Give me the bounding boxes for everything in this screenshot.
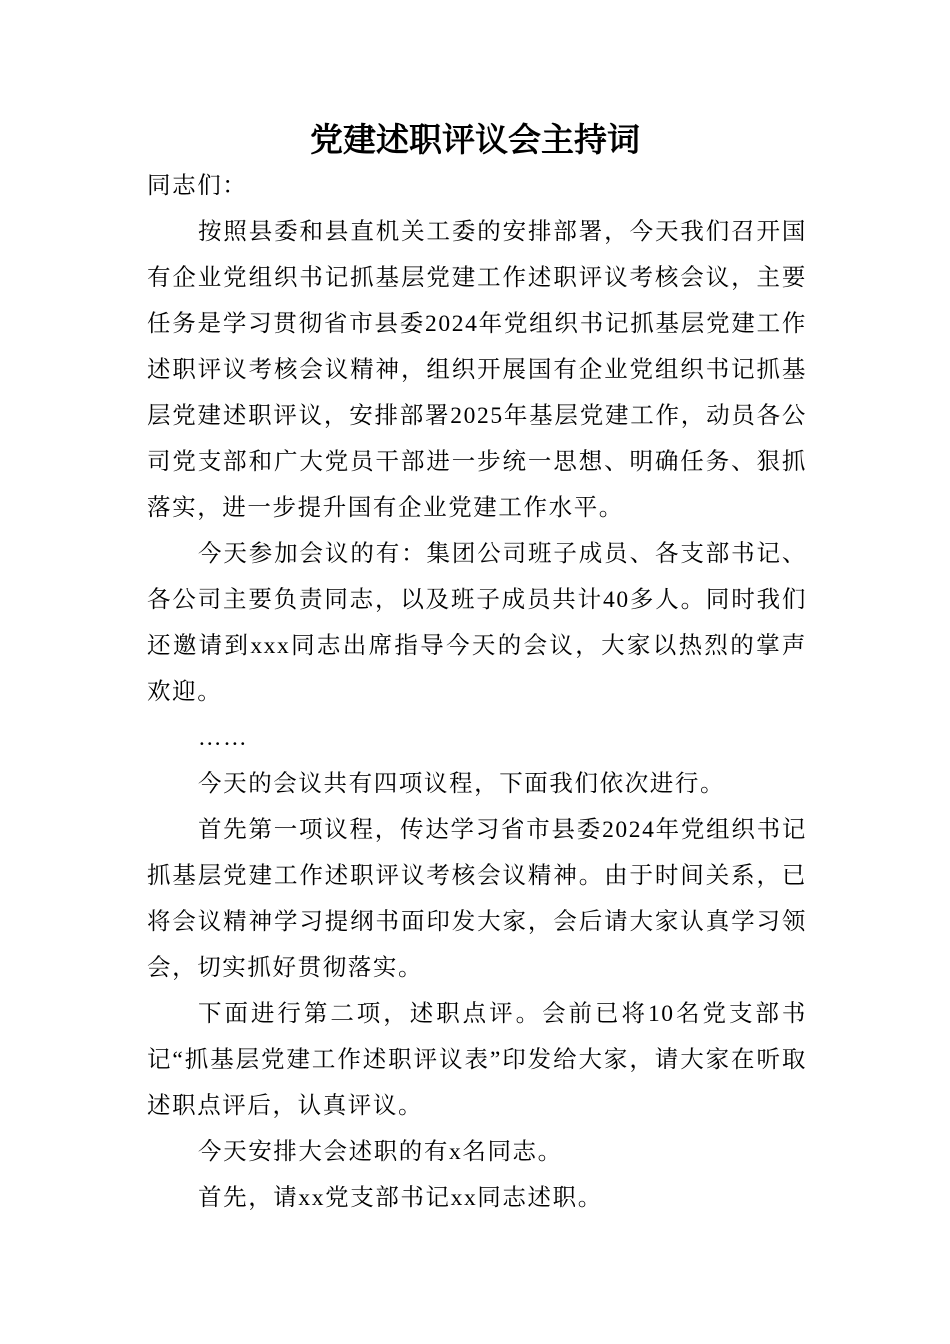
paragraph-speakers: 今天安排大会述职的有x名同志。: [198, 1139, 563, 1165]
document-title: 党建述职评议会主持词: [310, 120, 640, 159]
paragraph-intro: 按照县委和县直机关工委的安排部署，今天我们召开国有企业党组织书记抓基层党建工作述职评议考核会议，主要任务是学习贯彻省市县委2024年党组织书记抓基层党建工作述职评议考核会议精神，组织开展国有企业党组织书记抓基层党建述职评议，安排部署2025年基层党建工作，动员各公司党支部和广大党员干部进一步统一思想、明确任务、狠抓落实，进一步提升国有企业党建工作水平。: [147, 219, 807, 521]
paragraph-ellipsis: ……: [198, 725, 249, 751]
salutation: 同志们：: [147, 173, 248, 199]
document-body: [147, 163, 807, 1221]
paragraph-attendees: 今天参加会议的有：集团公司班子成员、各支部书记、各公司主要负责同志，以及班子成员共计40多人。同时我们还邀请到xxx同志出席指导今天的会议，大家以热烈的掌声欢迎。: [147, 541, 807, 705]
paragraph-first-speaker: 首先，请xx党支部书记xx同志述职。: [198, 1185, 603, 1211]
paragraph-agenda: 今天的会议共有四项议程，下面我们依次进行。: [198, 771, 726, 797]
paragraph-item-two: 下面进行第二项，述职点评。会前已将10名党支部书记“抓基层党建工作述职评议表”印发给大家，请大家在听取述职点评后，认真评议。: [147, 1001, 807, 1119]
paragraph-item-one: 首先第一项议程，传达学习省市县委2024年党组织书记抓基层党建工作述职评议考核会议精神。由于时间关系，已将会议精神学习提纲书面印发大家，会后请大家认真学习领会，切实抓好贯彻落实。: [147, 817, 807, 981]
